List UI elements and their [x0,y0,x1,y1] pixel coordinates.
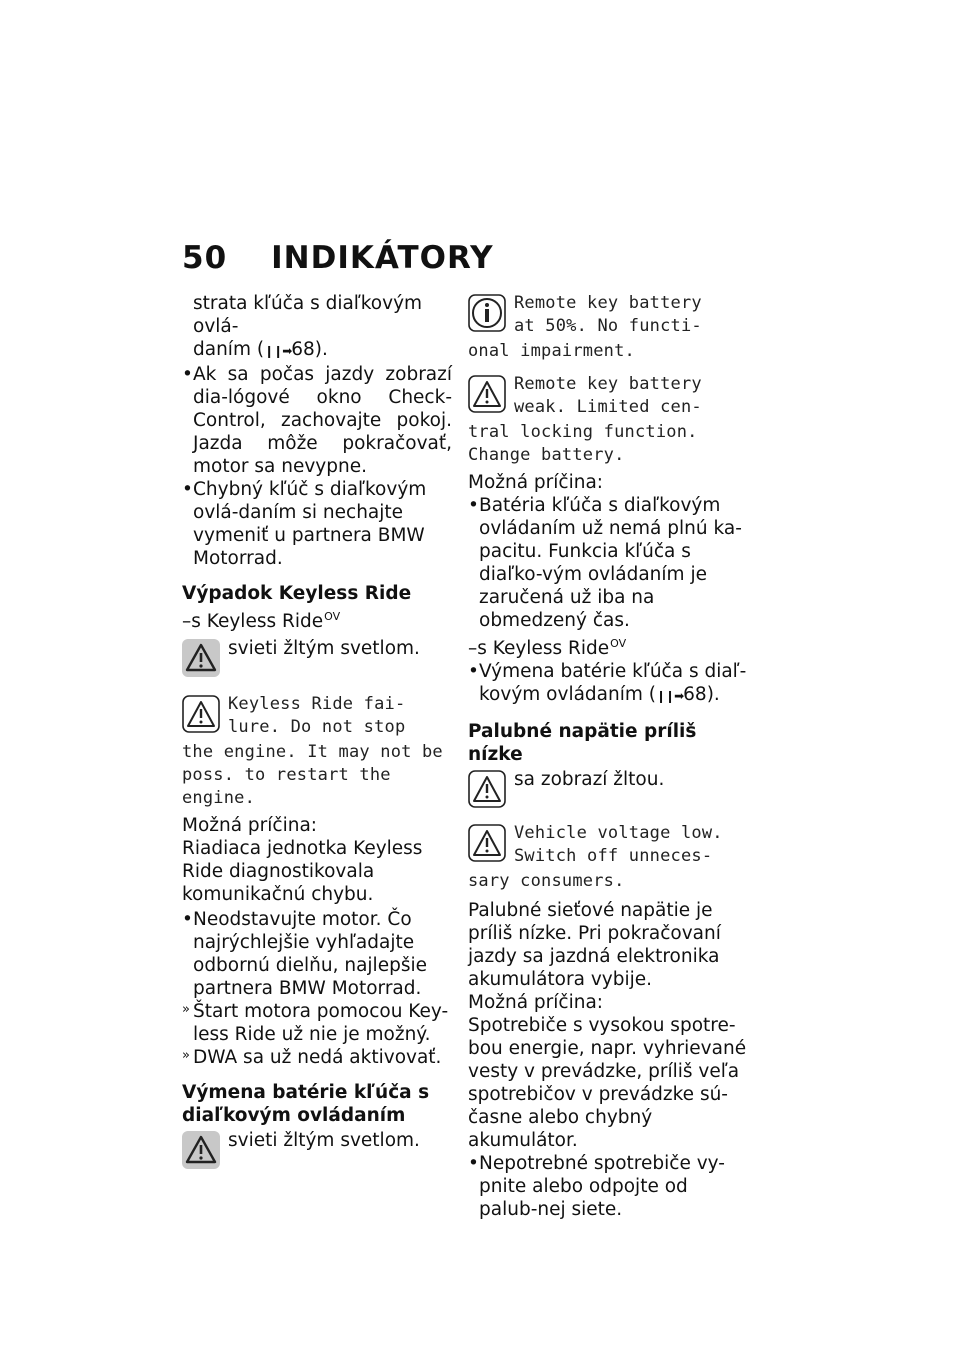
list-item: • Výmena batérie kľúča s diaľ-kovým ovládaním (❙❙➡68). [468,660,748,708]
display-message-text: tral locking function. Change battery. [468,422,698,465]
list-item: • Batéria kľúča s diaľkovým ovládaním už nemá plnú ka-pacitu. Funkcia kľúča s diaľko-vým ovládaním je zaručená už iba na obmedzený čas. [468,494,748,632]
indicator-state: svieti žltým svetlom. [228,638,420,659]
display-message-row [468,292,748,363]
description-text: Palubné sieťové napätie je príliš nízke. Pri pokračovaní jazdy sa jazdná elektronika akumulátora vybije. [468,900,721,990]
list-item: • Nepotrebné spotrebiče vy-pnite alebo odpojte od palub-nej siete. [468,1152,748,1221]
display-message-text: sary consumers. [468,871,625,891]
page-number: 50 [182,240,228,276]
display-message-text: Switch off unneces- [514,846,713,866]
display-message-text: Vehicle voltage low. [514,823,723,843]
indicator-row [468,768,748,816]
right-column [468,292,748,1221]
warning-triangle-icon [468,770,506,814]
indicator-row [182,637,452,685]
warning-light-icon [182,1131,220,1175]
warning-triangle-icon [468,375,506,419]
condition-line: –s Keyless Ride$^{OV}$ [182,610,341,632]
cause-label: Možná príčina: [182,815,318,836]
cause-label: Možná príčina: [468,992,604,1013]
display-message-row [468,373,748,467]
section-title-key-battery: Výmena batérie kľúča s diaľkovým ovládaním [182,1082,430,1126]
display-message-row [468,822,748,893]
list-item: • Neodstavujte motor. Čo najrýchlejšie vyhľadajte odbornú dielňu, najlepšie partnera BMW Motorrad. [182,908,452,1000]
section-title-low-voltage: Palubné napätie príliš nízke [468,721,697,765]
info-icon [468,294,506,338]
warning-triangle-icon [182,695,220,739]
display-message-text: Remote key battery [514,293,702,313]
cause-label: Možná príčina: [468,472,604,493]
warning-triangle-icon [468,824,506,868]
result-item: » Štart motora pomocou Key-less Ride už nie je možný. [182,1000,452,1046]
list-item: • Chybný kľúč s diaľkovým ovlá-daním si nechajte vymeniť u partnera BMW Motorrad. [182,478,452,570]
indicator-state: sa zobrazí žltou. [514,769,665,790]
display-message-text: Remote key battery [514,374,702,394]
section-title-keyless-failure: Výpadok Keyless Ride [182,583,412,604]
indicator-state: svieti žltým svetlom. [228,1130,420,1151]
page-header [182,240,494,276]
result-item: » DWA sa už nedá aktivovať. [182,1046,452,1069]
intro-ref: daním (❙❙➡68). [182,338,452,363]
display-message-text: at 50%. No functi- [514,316,702,336]
display-message-text: onal impairment. [468,341,635,361]
page-title: INDIKÁTORY [271,240,494,276]
left-column [182,292,452,1177]
cause-text: Riadiaca jednotka Keyless Ride diagnostikovala komunikačnú chybu. [182,838,423,905]
display-message-text: weak. Limited cen- [514,397,702,417]
warning-light-icon [182,639,220,683]
display-message-text: the engine. It may not be poss. to restart the engine. [182,742,443,808]
display-message-text: Keyless Ride fai- [228,694,406,714]
intro-line: strata kľúča s diaľkovým ovlá- [193,293,423,337]
display-message-text: lure. Do not stop [228,717,406,737]
display-message-row [182,693,452,810]
page-ref-arrow-icon[interactable]: ❙❙➡ [264,344,292,358]
page-ref-arrow-icon[interactable]: ❙❙➡ [655,689,684,703]
cause-text: Spotrebiče s vysokou spotre-bou energie, napr. vyhrievané vesty v prevádzke, príliš veľa spotrebičov v prevádzke sú-časne alebo chybný akumulátor. [468,1015,747,1151]
list-item: • Ak sa počas jazdy zobrazí dia-lógové okno Check-Control, zachovajte pokoj. Jazda môže pokračovať, motor sa nevypne. [182,363,452,478]
indicator-row [182,1129,452,1177]
condition-line: –s Keyless Ride$^{OV}$ [468,637,627,659]
